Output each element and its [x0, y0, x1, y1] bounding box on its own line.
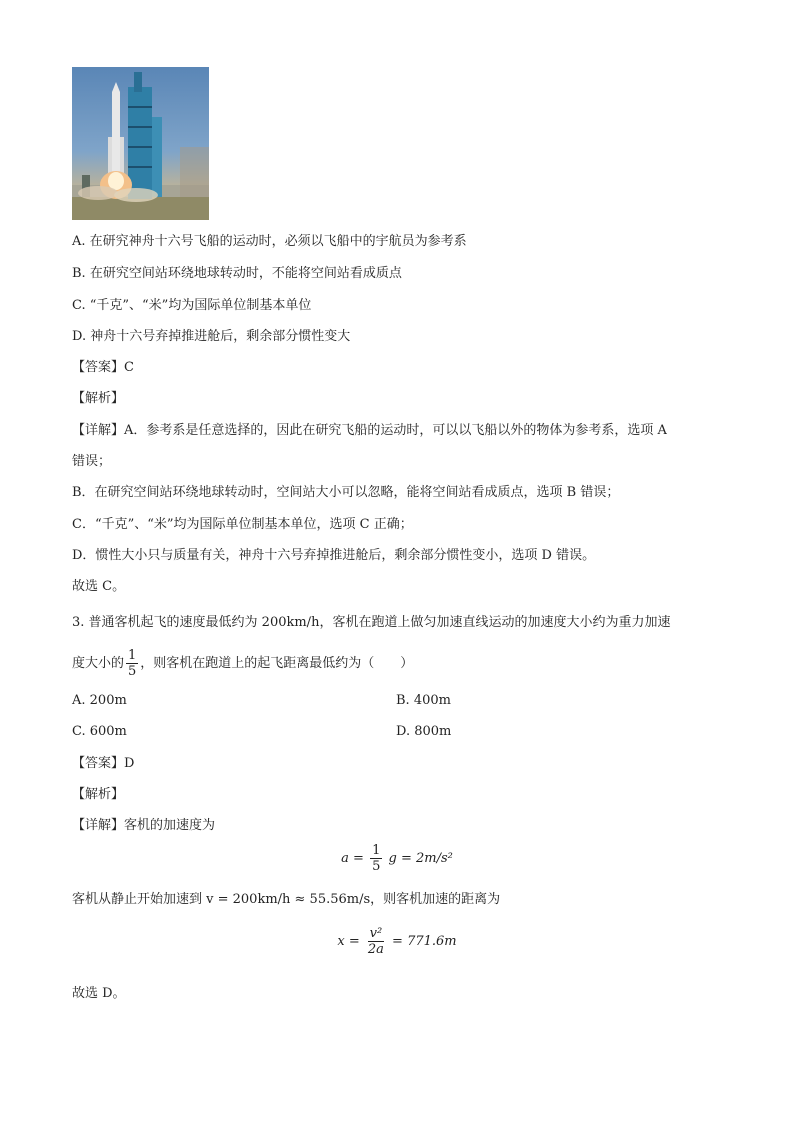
q2-detail-line-5: D．惯性大小只与质量有关，神舟十六号弃掉推进舱后，剩余部分惯性变小，选项 D 错误。: [72, 548, 596, 563]
eq1-fraction-denominator: 5: [372, 859, 381, 874]
eq2-fraction-denominator: 2a: [367, 942, 384, 957]
q2-answer: 【答案】C: [72, 360, 134, 375]
eq2-fraction: [366, 926, 386, 957]
q2-analysis-heading: 【解析】: [72, 391, 125, 406]
q3-stem-prefix: 度大小的: [72, 656, 125, 671]
q3-option-d: D. 800m: [396, 724, 452, 739]
rocket-launch-illustration: [72, 67, 209, 220]
q3-equation-distance: [0, 926, 794, 957]
q3-stem-line-1: 3. 普通客机起飞的速度最低约为 200km/h，客机在跑道上做匀加速直线运动的加速度大小约为重力加速: [72, 615, 671, 630]
q3-velocity-line: 客机从静止开始加速到 v = 200km/h ≈ 55.56m/s，则客机加速的距离为: [72, 892, 501, 907]
q3-detail-intro: 【详解】客机的加速度为: [72, 818, 216, 833]
q2-option-b: B. 在研究空间站环绕地球转动时，不能将空间站看成质点: [72, 266, 402, 281]
q3-stem-suffix: ，则客机在跑道上的起飞距离最低约为（ ）: [140, 656, 414, 671]
q3-conclusion: 故选 D。: [72, 986, 126, 1001]
eq1-fraction: [370, 843, 382, 874]
q2-option-c: C. “千克”、“米”均为国际单位制基本单位: [72, 298, 312, 313]
eq2-right: = 771.6m: [392, 934, 457, 949]
eq2-fraction-numerator: v²: [369, 926, 383, 941]
q3-option-b: B. 400m: [396, 693, 451, 708]
q2-option-d: D. 神舟十六号弃掉推进舱后，剩余部分惯性变大: [72, 329, 351, 344]
q3-equation-acceleration: [0, 843, 794, 874]
q3-analysis-heading: 【解析】: [72, 787, 125, 802]
q3-option-a: A. 200m: [72, 693, 127, 708]
q2-conclusion: 故选 C。: [72, 579, 126, 594]
q3-option-c: C. 600m: [72, 724, 127, 739]
eq2-left: x =: [337, 934, 360, 949]
eq1-left: a =: [341, 851, 364, 866]
q3-stem-line-2: [72, 647, 413, 681]
rocket-launch-photo: [72, 67, 209, 220]
q2-detail-line-3: B．在研究空间站环绕地球转动时，空间站大小可以忽略，能将空间站看成质点，选项 B 错误；: [72, 485, 620, 500]
eq1-right: g = 2m/s²: [388, 851, 453, 866]
q3-fraction: [126, 648, 138, 679]
q2-option-a: A. 在研究神舟十六号飞船的运动时，必须以飞船中的宇航员为参考系: [72, 234, 467, 249]
q2-detail-line-4: C．“千克”、“米”均为国际单位制基本单位，选项 C 正确；: [72, 517, 413, 532]
q2-detail-line-2: 错误；: [72, 454, 112, 469]
q2-detail-line-1: 【详解】A．参考系是任意选择的，因此在研究飞船的运动时，可以以飞船以外的物体为参考系，选项 A: [72, 423, 667, 438]
q3-fraction-numerator: 1: [128, 648, 137, 663]
q3-fraction-denominator: 5: [128, 664, 137, 679]
eq1-fraction-numerator: 1: [372, 843, 381, 858]
q3-answer: 【答案】D: [72, 756, 135, 771]
